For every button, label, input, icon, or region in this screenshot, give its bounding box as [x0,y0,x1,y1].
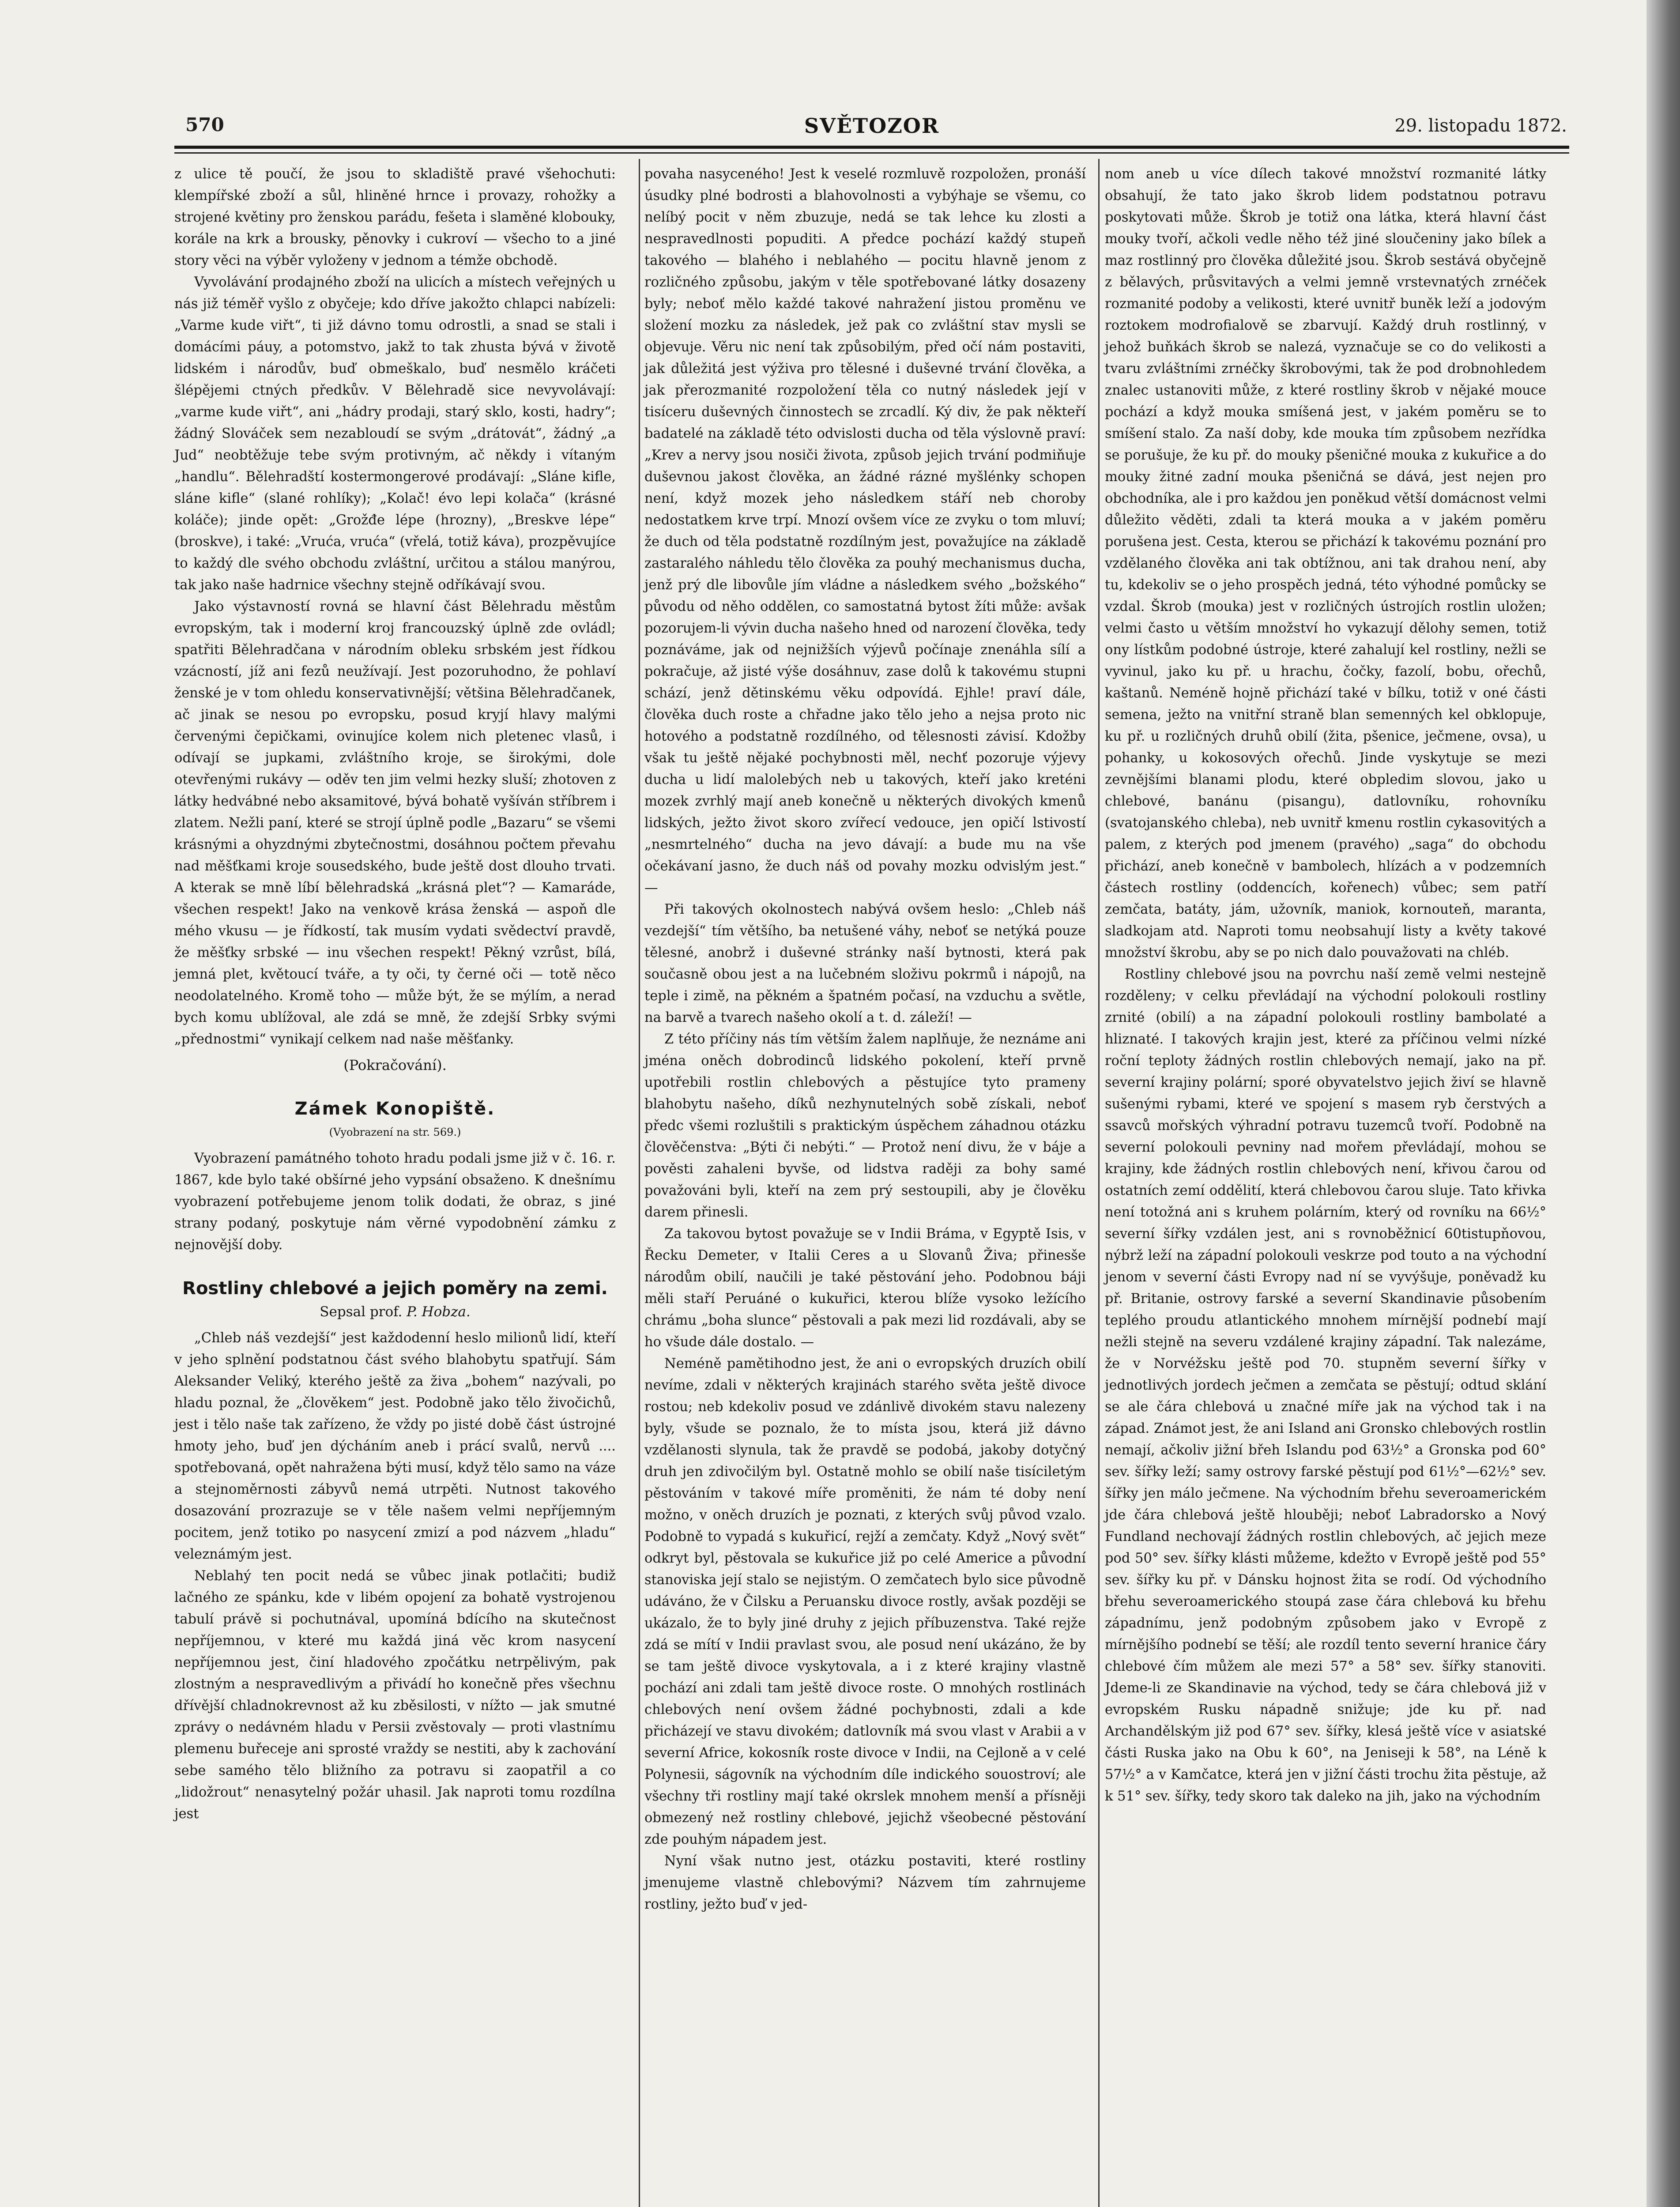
col3-paragraph-1: nom aneb u více dílech takové množství rozmanité látky obsahují, že tato jako škrob lidem podstatnou potravu poskytovati může. Škrob je totiž ona látka, která hlavní část mouky tvoří, ačkoli vedle něho též jiné sloučeniny jako bílek a maz rostlinný pro člověka důležité jsou. Škrob sestává obyčejně z bělavých, průsvitavých a velmi jemně vrstevnatých zrnéček rozmanité podoby a velikosti, které uvnitř buněk leží a jodovým roztokem modrofialově se zbarvují. Každý druh rostlinný, v jehož buňkách škrob se nalezá, vyznačuje se co do velikosti a tvaru zvláštními zrnéčky škrobovými, tak že pod drobnohledem znalec ustanoviti může, z které rostliny škrob v nějaké mouce pochází a když mouka smíšená jest, v jakém poměru se to smíšení stalo. Za naší doby, kde mouka tím způsobem nezřídka se porušuje, že ku př. do mouky pšeničné mouka z kukuřice a do mouky žitné zadní mouka pšeničná se dává, jest nejen pro obchodníka, ale i pro každou jen poněkud větší domácnost velmi důležito věděti, zdali ta která mouka a v jakém poměru porušena jest. Cesta, kterou se přichází k takovému poznání pro vzdělaného člověka ani tak obtížnou, ani tak drahou není, aby tu, kdekoliv se o jeho prospěch jedná, této výhodné pomůcky se vzdal. Škrob (mouka) jest v rozličných ústrojích rostlin uložen; velmi často u větším množství ho vykazují dělohy semen, totiž ony lístkům podobné ústroje, které zahalují kel rostliny, nežli se vyvinul, jako ku př. u hrachu, čočky, fazolí, bobu, ořechů, kaštanů. Neméně hojně přichází také v bílku, totiž v oné části semena, ježto na vnitřní straně blan semenných kel obklopuje, ku př. u rozličných druhů obilí (žita, pšenice, ječmene, ovsa), u pohanky, u kokosových ořechů. Jinde vyskytuje se mezi zevnějšími blanami plodu, které obpledim slovou, jako u chlebové, banánu (pisangu), datlovníku, rohovníku (svatojanského chleba), neb uvnitř kmenu rostlin cykasovitých a palem, z kterých pod jmenem (pravého) „saga“ do obchodu přichází, aneb konečně v bambolech, hlízách a v podzemních částech rostliny (oddencích, kořenech) vůbec; sem patří zemčata, batáty, jám, užovník, maniok, kornouteň, maranta, sladkojam atd. Naproti tomu neobsahují listy a květy takové množství škrobu, aby se po nich dalo pouvažovati na chléb. [1105,166,1546,960]
col1-paragraph-3: Jako výstavností rovná se hlavní část Bělehradu městům evropským, tak i moderní kroj francouzský úplně zde ovládl; spatřiti Bělehradčana v národním obleku srbském jest řídkou vzácností, jíž ani fezů neužívají. Jest pozoruhodno, že pohlaví ženské je v tom ohledu konservativnější; většina Bělehradčanek, ač jinak se nesou po evropsku, posud kryjí hlavy malými červenými čepičkami, ovinujíce kolem nich pletenec vlasů, i odívají se jupkami, zvláštního kroje, se širokými, dole otevřenými rukávy — oděv ten jim velmi hezky sluší; zhotoven z látky hedvábné nebo aksamitové, bývá bohatě vyšíván stříbrem i zlatem. Nežli paní, které se strojí úplně podle „Bazaru“ se všemi krásnými a ohyzdnými zbytečnostmi, dosáhnou počtem převahu nad měšťkami kroje sousedského, bude ještě dost dlouho trvati. A kterak se mně líbí bělehradská „krásná plet“? — Kamaráde, všechen respekt! Jako na venkově krása ženská — aspoň dle mého vkusu — je řídkostí, tak musím vydati svědectví pravdě, že měšťky srbské — inu všechen respekt! Pěkný vzrůst, bílá, jemná plet, květoucí tváře, a ty oči, ty černé oči — totě něco neodolatelného. Kromě toho — může být, že se mýlím, a nerad bych komu ublížoval, ale zdá se mně, že zdejší Srbky svými „přednostmi“ vynikají celkem nad naše měšťanky. [174,599,616,1047]
column-separator-1 [639,159,640,2207]
col2-paragraph-6: Nyní však nutno jest, otázku postaviti, které rostliny jmenujeme vlastně chlebovými? Názvem tím zahrnujeme rostliny, ježto buď v jed- [644,1853,1086,1912]
continued-note: (Pokračování). [343,1057,447,1073]
column-separator-2 [1098,159,1100,2207]
col3-paragraph-2: Rostliny chlebové jsou na povrchu naší země velmi nestejně rozděleny; v celku převládají na východní polokouli rostliny zrnité (obilí) a na západní polokouli rostliny bambolaté a hliznaté. I takových krajin jest, které za příčinou velmi nízké roční teploty žádných rostlin chlebových nemají, jako na př. severní krajiny polární; sporé obyvatelstvo jejich živí se hlavně sušenými rybami, které ve spojení s masem ryb čerstvých a ssavců mořských výhradní potravu tuzemců tvoří. Podobně na severní polokouli pevniny nad mořem převládají, mohou se krajiny, kde žádných rostlin chlebových není, křivou čarou od ostatních zemí oddělití, která chlebovou čarou sluje. Tato křivka není totožná ani s kruhem polárním, který od rovníku na 66½° severní šířky vzdálen jest, ani s rovnoběžnicí 60tistupňovou, nýbrž leží na západní polokouli veskrze pod touto a na východní jenom v severní části Evropy nad ní se vyvýšuje, poněvadž ku př. Britanie, ostrovy farské a severní Skandinavie působením teplého proudu atlantického mnohem mírnější podnebí mají nežli stejně na severu vzdálené krajiny západní. Tak nalezáme, že v Norvéžsku ještě pod 70. stupněm severní šířky v jednotlivých jordech ječmen a zemčata se pěstují; odtud sklání se ale čára chlebová u značné míře jak na východ tak i na západ. Známot jest, že ani Island ani Gronsko chlebových rostlin nemají, ačkoliv jižní břeh Islandu pod 63½° a Gronska pod 60° sev. šířky leží; samy ostrovy farské pěstují pod 61½°—62½° sev. šířky jen málo ječmene. Na východním břehu severoamerickém jde čára chlebová ještě hlouběji; neboť Labradorsko a Nový Fundland nechovají žádných rostlin chlebových, ač jejich meze pod 50° sev. šířky klásti můžeme, kdežto v Evropě ještě pod 55° sev. šířky ku př. v Dánsku hojnost žita se rodí. Od východního břehu severoamerického stoupá zase čára chlebová ku břehu západnímu, jenž podobným způsobem jako v Evropě z mírnějšího podnebí se těší; ale rozdíl tento severní hranice čáry chlebové čím můžem ale mezi 57° a 58° sev. šířky stanoviti. Jdeme-li ze Skandinavie na východ, tedy se čára chlebová již v evropském Rusku nápadně snižuje; jde ku př. nad Archandělským již pod 67° sev. šířky, klesá ještě více v asiatské části Ruska jako na Obu k 60°, na Jeniseji k 58°, na Léně k 57½° a v Kamčatce, která jen v jižní části trochu žita pěstuje, až k 51° sev. šířky, tedy skoro tak daleko na jih, jako na východním [1105,967,1546,1804]
header-rule-thin [174,152,1569,154]
journal-title: SVĚTOZOR [804,114,940,138]
page-edge-shadow [1646,0,1680,2207]
page-number: 570 [185,114,224,136]
col1-paragraph-1: z ulice tě poučí, že jsou to skladiště pravé všehochuti: klempířské zboží a sůl, hliněné hrnce i provazy, rohožky a strojené květiny pro ženskou parádu, fešeta i slaměné klobouky, korále na krk a brousky, pěnovky i cukroví — všecho to a jiné story věci na výběr vyloženy v jednom a témže obchodě. [174,166,616,268]
col2-paragraph-3: Z této příčiny nás tím větším žalem naplňuje, že neznáme ani jména oněch dobrodinců lidského pokolení, kteří prvně upotřebili rostlin chlebových a pěstujíce tyto prameny blahobytu našeho, díků nezhynutelných sobě získali, neboť předc všemi rozluštili s praktickým úspěchem záhadnou otázku člověčenstva: „Býti či nebýti.“ — Protož není divu, že v báje a pověsti zahaleni byvše, od lidstva raději za bohy samé považováni byli, kteří na zem prý sestoupili, aby je člověku darem přinesli. [644,1032,1086,1220]
col2-paragraph-5: Neméně pamětihodno jest, že ani o evropských druzích obilí nevíme, zdali v některých krajinách starého světa ještě divoce rostou; neb kdekoliv posud ve zdánlivě divokém stavu nalezeny byly, všude se poznalo, že to místa jsou, která již dávno vzdělanosti slynula, tak že pravdě se podobá, jakoby dotyčný druh jen zdivočilým byl. Ostatně mohlo se obilí naše tisíciletým pěstováním v takové míře proměniti, že nám té doby není možno, v oněch druzích je poznati, z kterých svůj původ vzalo. Podobně to vypadá s kukuřicí, rejží a zemčaty. Když „Nový svět“ odkryt byl, pěstovala se kukuřice již po celé Americe a původní stanoviska její stalo se nejistým. O zemčatech bylo sice původně udáváno, že v Čilsku a Peruansku divoce rostly, avšak později se ukázalo, že to byly jiné druhy z jejich příbuzenstva. Také rejže zdá se mítí v Indii pravlast svou, ale posud není ukázáno, že by se tam ještě divoce vyskytovala, a i z které krajiny vlastně pochází ani zdali tam ještě divoce roste. O mnohých rostlinách chlebových není ovšem žádné pochybnosti, zdali a kde přicházejí ve stavu divokém; datlovník má svou vlast v Arabii a v severní Africe, kokosník roste divoce v Indii, na Cejloně a v celé Polynesii, ságovník na východním díle indického souostroví; ale všechny tři rostliny mají také okrslek mnohem menší a přísněji obmezený než rostliny chlebové, jejichž všeobecné pěstování zde pouhým nápadem jest. [644,1356,1086,1847]
byline-author: P. Hobza. [407,1304,471,1320]
article-title-konopiste: Zámek Konopiště. [294,1099,496,1119]
column-3 [1105,163,1546,1807]
plants-paragraph-2: Neblahý ten pocit nedá se vůbec jinak potlačiti; budiž lačného ze spánku, kde v libém opojení za bohatě vystrojenou tabulí právě si pochutnával, upomíná bdícího na skutečnost nepříjemnou, v které mu každá jiná věc krom nasycení nepříjemnou jest, činí hladového zpočátku netrpělivým, pak zlostným a nespravedlivým a přivádí ho konečně přes všechnu dřívější chladnokrevnost až ku zběsilosti, v nížto — jak smutné zprávy o nedávném hladu v Persii zvěstovaly — proti vlastnímu plemenu buřeceje ani sprosté vraždy se nestiti, aby k zachování sebe samého tělo bližního za potravu si zaopatřil a co „lidožrout“ nenasytelný požár uhasil. Jak naproti tomu rozdílna jest [174,1568,616,1822]
plants-paragraph-1: „Chleb náš vezdejší“ jest každodenní heslo milionů lidí, kteří v jeho splnění podstatnou část svého blahobytu spatřují. Sám Aleksander Veliký, kterého ještě za živa „bohem“ nazývali, po hladu poznal, že „člověkem“ jest. Podobně jako tělo živočichů, jest i tělo naše tak zařízeno, že vždy po jisté době část ústrojné hmoty jeho, buď jen dýcháním aneb i prácí svalů, nervů .... spotřebovaná, opět nahražena býti musí, když tělo samo na váze a stejnoměrnosti zábyvů nemá utrpěti. Nutnost takového dosazování prozrazuje se v těle našem velmi nepříjemným pocitem, jenž totiko po nasycení zmizí a pod názvem „hladu“ veleznámým jest. [174,1330,616,1562]
page-header [177,114,1567,145]
issue-date: 29. listopadu 1872. [1394,116,1567,136]
article-konopiste-text: Vyobrazení památného tohoto hradu podali jsme již v č. 16. r. 1867, kde bylo také obšírné jeho vypsání obsaženo. K dnešnímu vyobrazení potřebujeme jenom tolik dodati, že obraz, s jiné strany podaný, poskytuje nám věrné vypodobnění zámku z nejnovější doby. [174,1151,616,1253]
header-rule-thick [174,146,1569,149]
column-1 [174,163,616,1825]
col2-paragraph-2: Při takových okolnostech nabývá ovšem heslo: „Chleb náš vezdejší“ tím většího, ba netušené váhy, neboť se netýká pouze tělesné, anobrž i duševné stránky naší bytnosti, která pak současně obou jest a na lučebném složivu pokrmů i nápojů, na teple i zimě, na pěkném a špatném počasí, na vzduchu a světle, na barvě a tvarech našeho okolí a t. d. záleží! — [644,902,1086,1025]
illustration-note: (Vyobrazení na str. 569.) [329,1126,461,1138]
byline-prefix: Sepsal prof. [320,1304,403,1320]
col2-paragraph-4: Za takovou bytost považuje se v Indii Bráma, v Egyptě Isis, v Řecku Demeter, v Italii Ceres a u Slovanů Živa; přinesše národům obilí, naučili je také pěstování jeho. Podobnou báji měli staří Peruáné o kukuřici, kterou blíže vysoko ležícího chrámu „boha slunce“ pěstovali a pak mezi lid rozdávali, aby se ho všude dále dostalo. — [644,1226,1086,1350]
article-byline [174,1301,616,1323]
col2-paragraph-1: povaha nasyceného! Jest k veselé rozmluvě rozpoložen, pronáší úsudky plné bodrosti a blahovolnosti a vybýhaje se všemu, co nelíbý pocit v něm zbuzuje, nedá se tak lehce ku zlosti a nespravedlnosti popuditi. A předce pochází každý stupeň takového — blahého i neblahého — pocitu hlavně jenom z rozličného způsobu, jakým v těle spotřebované látky dosazeny byly; neboť mělo každé takové nahražení jistou proměnu ve složení mozku za následek, jež pak co zvláštní stav mysli se objevuje. Věru nic není tak způsobilým, před očí nám postaviti, jak důležitá jest výživa pro tělesné i duševné trvání člověka, a jak přerozmanité rozpoložení těla co nutný následek její v tisíceru duševných činnostech se zrcadlí. Ký div, že pak někteří badatelé na základě této odvislosti ducha od těla výslovně praví: „Krev a nervy jsou nosiči života, způsob jejich trvání podmiňuje duševnou jakost člověka, an žádné rázné myšlénky schopen není, když mozek jeho následkem stáří neb choroby nedostatkem krve trpí. Mnozí ovšem více ze zvyku o tom mluví; že duch od těla podstatně rozdílným jest, považujíce na základě zastaralého náhledu tělo člověka za pouhý mechanismus ducha, jenž prý dle libovůle jím vládne a následkem svého „božského“ původu od něho oddělen, co samostatná bytost žíti může: avšak pozorujem-li vývin ducha našeho hned od narození člověka, tedy poznáváme, jak od nejnižších výjevů počínaje znenáhla sílí a pokračuje, až jisté výše dosáhnuv, zase dolů k takovému stupni schází, jenž dětinskému věku odpovídá. Ejhle! praví dále, člověka duch roste a chřadne jako tělo jeho a nejsa proto nic hotového a podstatně rozdílného, od tělesnosti závisí. Kdožby však tu ještě nějaké pochybnosti měl, nechť pozoruje výjevy ducha u lidí malolebých neb u takových, kteří jako kreténi mozek zvrhlý mají aneb konečně u některých divokých kmenů lidských, ježto život skoro zvířecí vedouce, jen opičí lstivostí „nesmrtelného“ ducha na jevo dávají: a bude mu na vše očekávaní jasno, že duch náš od povahy mozku odvislým jest.“ — [644,166,1086,896]
article-title-plants: Rostliny chlebové a jejich poměry na zemi. [182,1278,608,1299]
col1-paragraph-2: Vyvolávání prodajného zboží na ulicích a místech veřejných u nás již téměř vyšlo z obyčeje; kdo dříve jakožto chlapci nabízeli: „Varme kude viřt“, ti již dávno tomu odrostli, a snad se stali i domácími páuy, a potomstvo, jakž to tak zhusta bývá v životě lidském i národův, buď obmeškalo, buď nesmělo kráčeti šlépějemi ctných předkův. V Bělehradě sice nevyvolávají: „varme kude viřt“, ani „hádry prodaji, starý sklo, kosti, hadry“; žádný Slováček sem nezabloudí se svým „drátovát“, žádný „a Jud“ neobtěžuje tebe svým protivným, ač někdy i vítaným „handlu“. Bělehradští kostermongerové prodávají: „Sláne kifle, sláne kifle“ (slané rohlíky); „Kolač! évo lepi kolača“ (krásné koláče); jinde opět: „Grožđe lépe (hrozny), „Breskve lépe“ (broskve), i také: „Vruća, vruća“ (vřelá, totiž káva), prozpěvujíce to každý dle svého obchodu zvláštní, určitou a stálou manýrou, tak jako naše hadrnice všechny stejně odříkávají svou. [174,275,616,593]
column-2 [644,163,1086,1915]
